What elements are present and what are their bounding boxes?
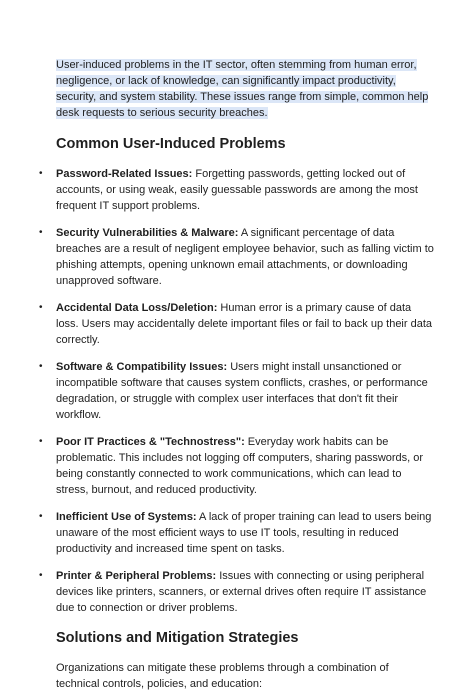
list-item-title: Inefficient Use of Systems: [56, 511, 197, 523]
list-item-text: Users might install unsanctioned or incompatible software that causes system conflicts, crashes, or performance degradation, or struggle with complex user interfaces that don't fit their workflow. [56, 361, 428, 421]
list-item [39, 166, 434, 214]
list-item-text: Issues with connecting or using peripheral devices like printers, scanners, or external drives often require IT assistance due to connection or driver problems. [56, 570, 427, 614]
list-item-title: Software & Compatibility Issues: [56, 361, 228, 373]
list-item-title: Password-Related Issues: [56, 168, 193, 180]
section-heading-common-problems: Common User-Induced Problems [56, 136, 286, 152]
list-item-title: Poor IT Practices & "Technostress": [56, 436, 245, 448]
bullet-icon: • [39, 511, 43, 522]
list-item [39, 225, 434, 289]
list-item-text: A lack of proper training can lead to users being unaware of the most efficient ways to use IT tools, resulting in reduced productivity and increased time spent on tasks. [56, 511, 432, 555]
list-item [39, 568, 434, 616]
list-item-text: Everyday work habits can be problematic. This includes not logging off computers, sharing passwords, or being constantly connected to work communications, which can lead to stress, burnout, and reduced productivity. [56, 436, 424, 496]
bullet-icon: • [39, 436, 43, 447]
list-item [39, 300, 434, 348]
list-item-text: Human error is a primary cause of data loss. Users may accidentally delete important files or fail to back up their data correctly. [56, 302, 433, 346]
bullet-icon: • [39, 302, 43, 313]
intro-paragraph [56, 57, 434, 121]
list-item-title: Printer & Peripheral Problems: [56, 570, 217, 582]
list-item-title: Accidental Data Loss/Deletion: [56, 302, 218, 314]
list-item-text: A significant percentage of data breaches are a result of negligent employee behavior, such as falling victim to phishing attempts, opening unknown email attachments, or downloading unapproved software. [56, 227, 434, 287]
list-item [39, 434, 434, 498]
bullet-icon: • [39, 227, 43, 238]
bullet-icon: • [39, 570, 43, 581]
solutions-paragraph: Organizations can mitigate these problems through a combination of technical controls, policies, and education: [56, 662, 389, 690]
intro-highlighted-text: User-induced problems in the IT sector, often stemming from human error, negligence, or lack of knowledge, can significantly impact productivity, security, and system stability. These issues range from simple, common help desk requests to serious security breaches. [56, 59, 429, 119]
list-item-text: Forgetting passwords, getting locked out of accounts, or using weak, easily guessable passwords are among the most frequent IT support problems. [56, 168, 418, 212]
bullet-icon: • [39, 168, 43, 179]
list-item [39, 359, 434, 423]
section-heading-solutions: Solutions and Mitigation Strategies [56, 630, 299, 646]
list-item [39, 509, 434, 557]
bullet-icon: • [39, 361, 43, 372]
problems-list [39, 166, 434, 616]
list-item-title: Security Vulnerabilities & Malware: [56, 227, 239, 239]
